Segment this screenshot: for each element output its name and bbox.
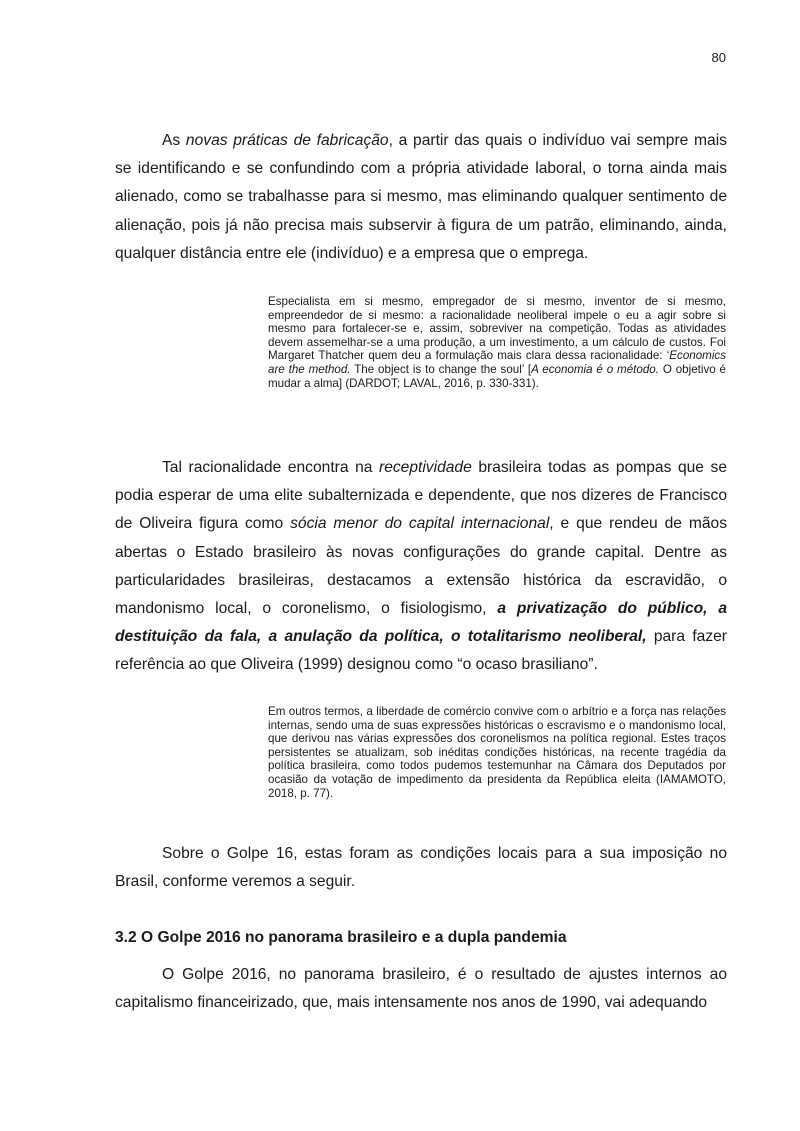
text-run: , a partir das quais o indivíduo vai sempre mais se identificando e se confundindo com a própria atividade laboral, o torna ainda mais alienado, como se trabalhasse para si mesmo, mas eliminando qualquer sentimento de alienação, pois já não precisa mais subservir à figura de um patrão, eliminando, ainda, qualquer distância entre ele (indivíduo) e a empresa que o emprega. <box>115 132 727 262</box>
bold-italic-term: a privatização do público, a destituição da fala, a anulação da política, o totalitarismo neoliberal, <box>115 600 728 646</box>
text-run: Tal racionalidade encontra na <box>162 459 379 476</box>
paragraph-novas-praticas <box>115 127 727 268</box>
italic-term: receptividade <box>379 459 472 476</box>
text-run: , e que rendeu de mãos abertas o Estado brasileiro às novas configurações do grande capital. Dentre as particularidades brasileiras, destacamos a extensão histórica da escravidão, o mandonismo local, o coronelismo, o fisiologismo, <box>115 515 728 618</box>
text-run: para fazer referência ao que Oliveira (1999) designou como “o ocaso brasiliano”. <box>115 628 727 674</box>
paragraph-sobre-o-golpe: Sobre o Golpe 16, estas foram as condições locais para a sua imposição no Brasil, conforme veremos a seguir. <box>115 845 727 891</box>
page-number: 80 <box>711 50 726 65</box>
paragraph-golpe-2016: O Golpe 2016, no panorama brasileiro, é o resultado de ajustes internos ao capitalismo financeirizado, que, mais intensamente nos anos de 1990, vai adequando <box>115 966 727 1012</box>
block-quote-iamamoto: Em outros termos, a liberdade de comércio convive com o arbítrio e a força nas relações internas, sendo uma de suas expressões históricas o escravismo e o mandonismo local, que derivou nas várias expressões dos coronelismos na política regional. Estes traços persistentes se atualizam, sob inéditas condições históricas, na recente tragédia da política brasileira, como todos pudemos testemunhar na Câmara dos Deputados por ocasião da votação de impedimento da presidenta da República eleita (IAMAMOTO, 2018, p. 77). <box>268 705 726 800</box>
quote-text-run: Especialista em si mesmo, empregador de si mesmo, inventor de si mesmo, empreendedor de si mesmo: a racionalidade neoliberal impele o eu a agir sobre si mesmo para fortalecer-se e, assim, sobreviver na competição. Todas as atividades devem assemelhar-se a uma produção, a um investimento, a um cálculo de custos. Foi Margaret Thatcher quem deu a formulação mais clara dessa racionalidade: ‘ <box>268 295 726 363</box>
block-quote-dardot-laval <box>268 295 726 390</box>
quote-text-run: The object is to change the soul’ [ <box>350 362 532 376</box>
text-run: brasileira todas as pompas que se podia esperar de uma elite subalternizada e dependente, que nos dizeres de Francisco de Oliveira figura como <box>115 459 728 533</box>
quote-italic-run: Economics are the method. <box>268 349 726 376</box>
italic-term: novas práticas de fabricação <box>185 132 389 149</box>
text-run: As <box>162 132 186 149</box>
italic-term: sócia menor do capital internacional <box>290 515 550 533</box>
section-heading: 3.2 O Golpe 2016 no panorama brasileiro e a dupla pandemia <box>115 929 567 946</box>
paragraph-racionalidade <box>115 454 727 680</box>
quote-text-run: O objetivo é mudar a alma] (DARDOT; LAVAL, 2016, p. 330-331). <box>268 362 727 390</box>
quote-italic-run: A economia é o método. <box>531 362 659 376</box>
